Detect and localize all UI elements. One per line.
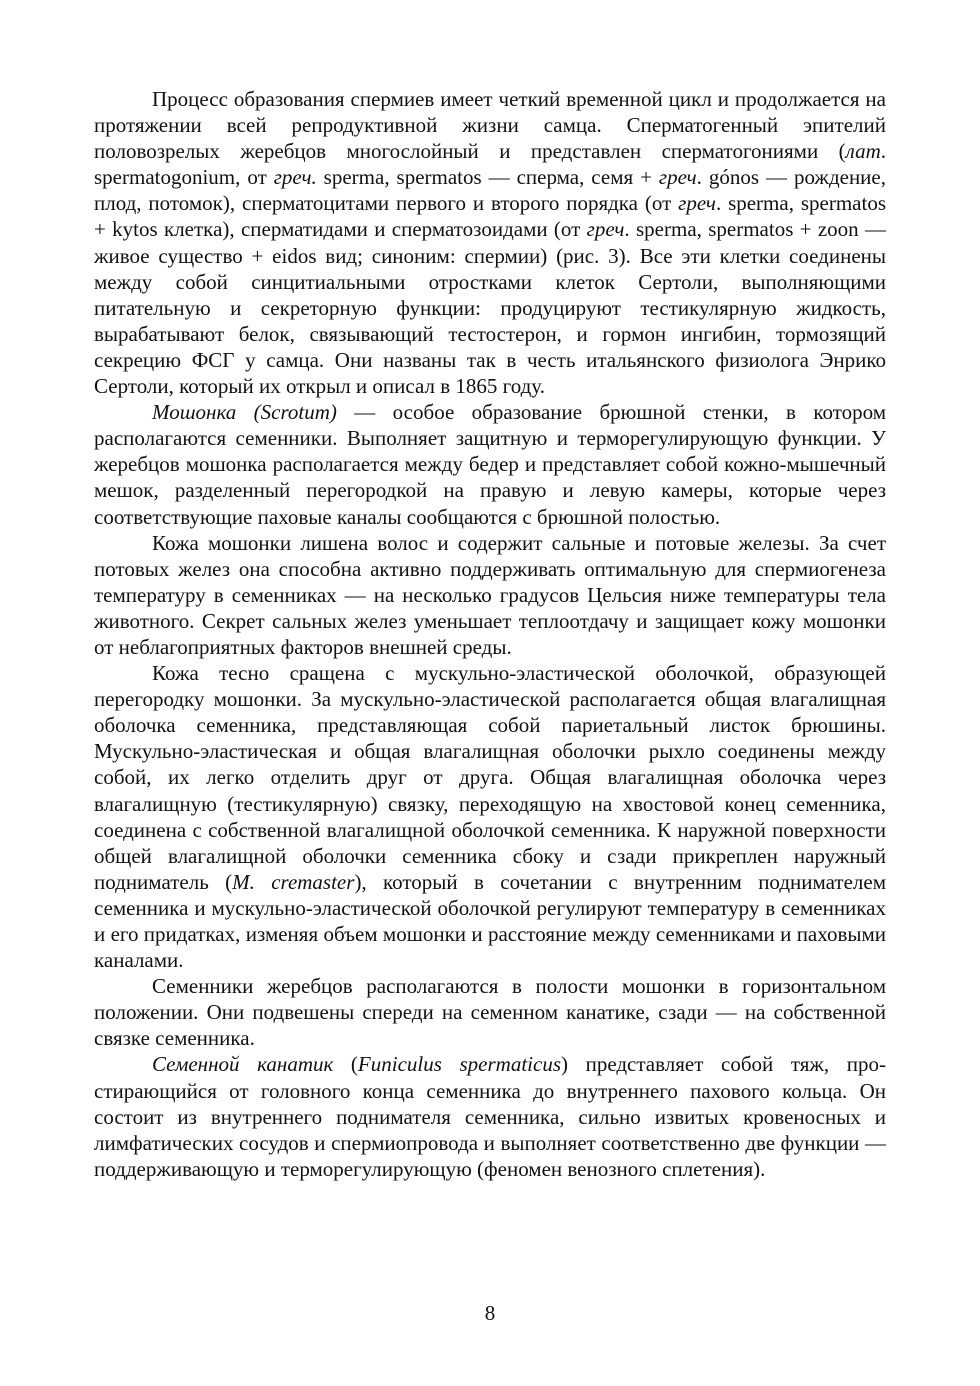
italic-run: Funiculus spermaticus — [357, 1052, 561, 1077]
paragraph-scrotum — [94, 399, 886, 529]
text-run: . spermatogonium, от — [94, 139, 886, 190]
text-run: Процесс образования спермиев имеет четкий временной цикл и продолжается на протяжении всей репродуктивной жизни самца. Сперматогенный эпителий половозрелых жеребцов многослойный и представлен сперматогониями ( — [94, 87, 886, 164]
italic-run: Мошонка (Scrotum) — [152, 400, 337, 425]
text-run: — особое образование брюшной стенки, в котором располагаются семенники. Выполняет защитную и терморегулирующую функции. У жеребцов мошонка располагается между бедер и представляет собой кожно-мышечный мешок, разделенный перегородкой на правую и левую камеры, которые через соответствующие паховые каналы сообщаются с брюшной полостью. — [94, 400, 887, 529]
page-number: 8 — [484, 1301, 496, 1325]
italic-run: M. cremaster — [232, 869, 355, 894]
text-run: sperma, spermatos — сперма, семя + — [316, 165, 659, 190]
text-run: ( — [333, 1052, 358, 1077]
text-run: . sperma, spermatos + zoon — живое существо + eidos вид; синоним: спермии) (рис. 3). Все эти клетки соединены между собой синцитиальными отростками клеток Сертоли, выполняющими питательную и секреторную функции: продуцируют тестикулярную жидкость, вырабатывают белок, связывающий тестостерон, и гормон ингибин, тормозящий секрецию ФСГ у самца. Они названы так в честь итальянского физиолога Энрико Сертоли, который их открыл и описал в 1865 году. — [94, 217, 886, 399]
text-run: ) представляет собой тяж, простирающийся от головного конца семенника до внутреннего пахового кольца. Он состоит из внутреннего поднимателя семенника, сильно извитых кровеносных и лимфатических сосудов и спермиопровода и выполняет соответственно две функции — поддерживающую и терморегулирующую (феномен венозного сплетения). — [94, 1052, 886, 1181]
italic-run: греч — [586, 217, 625, 242]
text-run: ), который в сочетании с внутренним поднимателем семенника и мускульно-эластической оболочкой регулируют температуру в семенниках и его придатках, изменяя объем мошонки и расстояние между семенниками и паховыми каналами. — [94, 869, 887, 973]
italic-run: лат — [845, 139, 881, 164]
text-run: Кожа тесно сращена с мускульно-эластической оболочкой, образующей перегородку мошонки. За мускульно-эластической располагается общая влагалищная оболочка семенника, представляющая собой париетальный листок брюшины. Мускульно-эластическая и общая влагалищная оболочки рыхло соединены между собой, их легко отделить друг от друга. Общая влагалищная оболочка через влагалищную (тестикулярную) связку, переходящую на хвостовой конец семенника, соединена с собственной влагалищной оболочкой семенника. К наружной поверхности общей влагалищной оболочки семенника сбоку и сзади прикреплен наружный подниматель ( — [94, 661, 886, 894]
paragraph-spermatogenesis — [94, 86, 886, 399]
italic-run: греч. — [273, 165, 317, 190]
italic-run: греч — [678, 191, 716, 216]
paragraph-spermatic-cord — [94, 1051, 886, 1181]
text-run: Семенники жеребцов располагаются в полости мошонки в горизонтальном положении. Они подвешены спереди на семенном канатике, сзади — на собственной связке семенника. — [94, 974, 886, 1051]
paragraph-testes-position — [94, 973, 886, 1051]
paragraph-tunics — [94, 660, 886, 973]
text-run: . sperma, spermatos + kytos клетка), сперматидами и сперматозоидами (от — [94, 191, 886, 242]
italic-run: греч — [658, 165, 697, 190]
text-run: . gónos — рождение, плод, потомок), сперматоцитами первого и второго порядка (от — [94, 165, 886, 216]
paragraph-scrotum-skin — [94, 530, 886, 660]
italic-run: Семенной канатик — [152, 1052, 334, 1077]
page-body — [94, 86, 886, 1182]
text-run: Кожа мошонки лишена волос и содержит сальные и потовые железы. За счет потовых желез она способна активно поддерживать оптимальную для спермиогенеза температуру в семенниках — на несколько градусов Цельсия ниже температуры тела животного. Секрет сальных желез уменьшает теплоотдачу и защищает кожу мошонки от неблагоприятных факторов внешней среды. — [94, 530, 886, 659]
